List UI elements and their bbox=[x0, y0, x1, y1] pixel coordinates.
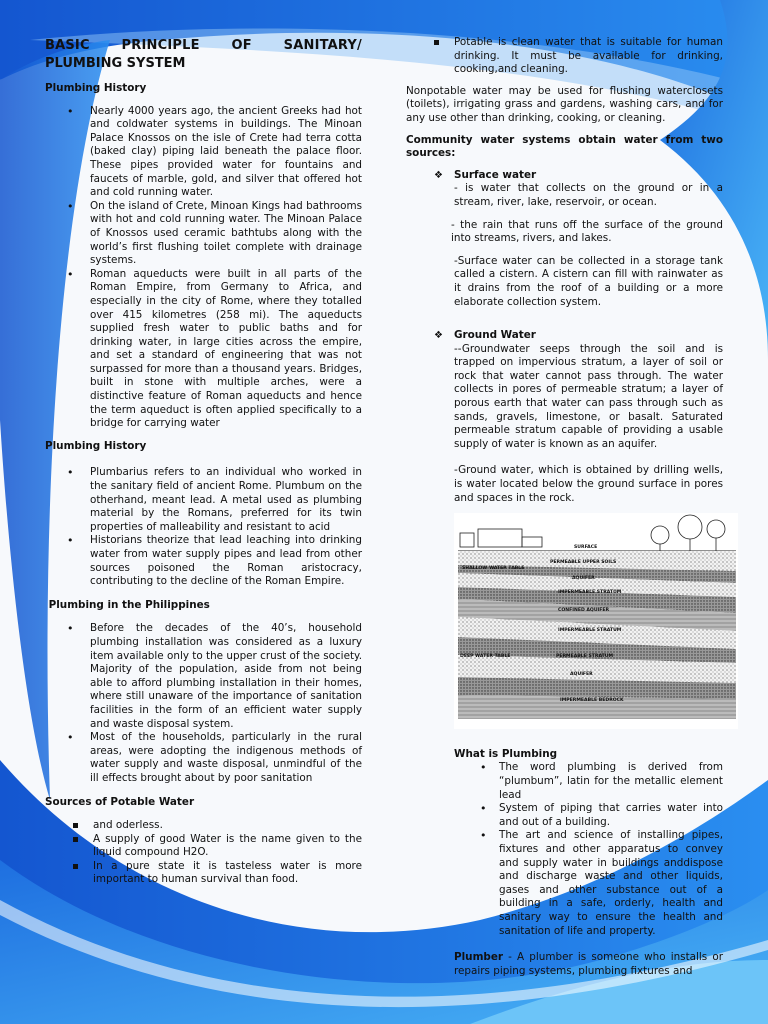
list-item: In a pure state it is tasteless water is more important to human survival than food. bbox=[45, 860, 362, 887]
surface-text-1: - is water that collects on the ground or in a stream, river, lake, reservoir, or ocean. bbox=[454, 182, 723, 208]
potable-def-list bbox=[406, 36, 723, 77]
philippines-list bbox=[45, 622, 362, 785]
ground-text-2: -Ground water, which is obtained by drilling wells, is water located below the ground surface in pores and spaces in the rock. bbox=[454, 464, 723, 504]
section-heading: Plumbing in the Philippines bbox=[45, 598, 210, 611]
list-item: • The art and science of installing pipes, fixtures and other apparatus to convey and supply water in buildings anddispose and discharge waste and other liquids, gases and other substance out of a building in a safe, orderly, health and sanitary way to ensure the health and sanitation of life and property. bbox=[406, 829, 723, 938]
label-impermeable-2: IMPERMEABLE STRATUM bbox=[558, 628, 622, 634]
list-item: • The word plumbing is derived from “plumbum”, latin for the metallic element lead bbox=[406, 761, 723, 802]
ground-text-1: --Groundwater seeps through the soil and is trapped on impervious stratum, a layer of soil or rock that water cannot pass through. The water collects in pores of permeable stratum; a layer of porous earth that water can pass through such as sands, gravels, limestone, or basalt. Saturated permeable stratum capable of providing a usable supply of water is known as an aquifer. bbox=[454, 342, 723, 450]
left-column bbox=[45, 38, 362, 887]
label-shallow: SHALLOW WATER TABLE bbox=[462, 566, 525, 572]
surface-water-heading: ❖ Surface water bbox=[434, 168, 537, 181]
doc-title-line2: PLUMBING SYSTEM bbox=[45, 56, 186, 71]
list-item: A supply of good Water is the name given to the liquid compound H2O. bbox=[45, 833, 362, 860]
section-heading: Sources of Potable Water bbox=[45, 795, 195, 808]
label-aquifer-1: AQUIFER bbox=[572, 576, 595, 582]
list-item: • Plumbarius refers to an individual who worked in the sanitary field of ancient Rome. Plumbum on the otherhand, meant lead. A metal used as plumbing material by the Romans, preferred for its twin properties of malleability and resistant to acid bbox=[45, 466, 362, 534]
list-item: • Nearly 4000 years ago, the ancient Greeks had hot and coldwater systems in buildings. The Minoan Palace Knossos on the isle of Crete had terra cotta (baked clay) piping laid beneath the palace floor. These pipes provided water for fountains and faucets of marble, gold, and silver that offered hot and cold running water. bbox=[45, 105, 362, 200]
list-item: • On the island of Crete, Minoan Kings had bathrooms with hot and cold running water. The Minoan Palace of Knossos used ceramic bathtubs along with the world’s first flushing toilet complete with drainage systems. bbox=[45, 200, 362, 268]
label-permeable-upper: PERMEABLE UPPER SOILS bbox=[550, 560, 617, 566]
ground-water-heading: ❖ Ground Water bbox=[434, 329, 536, 342]
label-surface: SURFACE bbox=[574, 545, 598, 551]
section-heading: What is Plumbing bbox=[454, 747, 558, 760]
list-item: • Roman aqueducts were built in all parts of the Roman Empire, from Germany to Africa, and especially in the city of Rome, where they totalled over 415 kilometres (258 mi). The aqueducts supplied fresh water to public baths and for drinking water, in large cities across the empire, and set a standard of engineering that was not surpassed for more than a thousand years. Bridges, built in stone with multiple arches, were a distinctive feature of Roman aqueducts and hence the term aqueduct is often applied specifically to a bridge for carrying water bbox=[45, 268, 362, 431]
surface-text-3: -Surface water can be collected in a storage tank called a cistern. A cistern can fill with rainwater as it drains from the roof of a building or a more elaborate collection system. bbox=[454, 254, 723, 308]
list-item: • Most of the households, particularly in the rural areas, were adopting the indigenous methods of water supply and waste disposal, unmindful of the ill effects brought about by poor sanitation bbox=[45, 731, 362, 785]
community-text: Community water systems obtain water from two sources: bbox=[406, 133, 723, 160]
groundwater-diagram bbox=[454, 513, 738, 729]
surface-text-2: - the rain that runs off the surface of the ground into streams, rivers, and lakes. bbox=[451, 218, 723, 245]
label-permeable: PERMEABLE STRATUM bbox=[556, 654, 614, 660]
diamond-bullet-icon: ❖ bbox=[434, 169, 443, 181]
label-deep: DEEP WATER TABLE bbox=[460, 654, 511, 660]
history-list-2 bbox=[45, 466, 362, 588]
potable-list bbox=[45, 819, 362, 887]
label-impermeable-1: IMPERMEABLE STRATUM bbox=[558, 590, 622, 596]
list-item: Potable is clean water that is suitable for human drinking. It must be available for drinking, cooking,and cleaning. bbox=[406, 36, 723, 77]
diamond-bullet-icon: ❖ bbox=[434, 330, 443, 342]
list-item: • Before the decades of the 40’s, household plumbing installation was considered as a luxury item available only to the upper crust of the society. Majority of the population, aside from not being able to afford plumbing installation in their homes, where still unaware of the importance of sanitation facilities in the form of an efficient water supply and waste disposal system. bbox=[45, 622, 362, 731]
history-list bbox=[45, 105, 362, 431]
label-bedrock: IMPERMEABLE BEDROCK bbox=[560, 698, 624, 704]
nonpotable-text: Nonpotable water may be used for flushing waterclosets (toilets), irrigating grass and gardens, washing cars, and for any use other than drinking, cooking, or cleaning. bbox=[406, 84, 723, 124]
list-item: • Historians theorize that lead leaching into drinking water from water supply pipes and lead from other sources poisoned the Roman aristocracy, contributing to the decline of the Roman Empire. bbox=[45, 534, 362, 588]
plumber-definition: Plumber - A plumber is someone who installs or repairs piping systems, plumbing fixtures and bbox=[454, 951, 723, 977]
what-is-plumbing-list bbox=[406, 761, 723, 938]
doc-title-line1: BASIC PRINCIPLE OF SANITARY/ bbox=[45, 38, 362, 53]
section-heading: Plumbing History bbox=[45, 82, 147, 94]
label-aquifer-2: AQUIFER bbox=[570, 672, 593, 678]
list-item: and oderless. bbox=[45, 819, 362, 833]
list-item: • System of piping that carries water into and out of a building. bbox=[406, 802, 723, 829]
section-heading: Plumbing History bbox=[45, 439, 147, 452]
label-confined: CONFINED AQUIFER bbox=[558, 608, 610, 614]
right-column bbox=[406, 36, 723, 978]
